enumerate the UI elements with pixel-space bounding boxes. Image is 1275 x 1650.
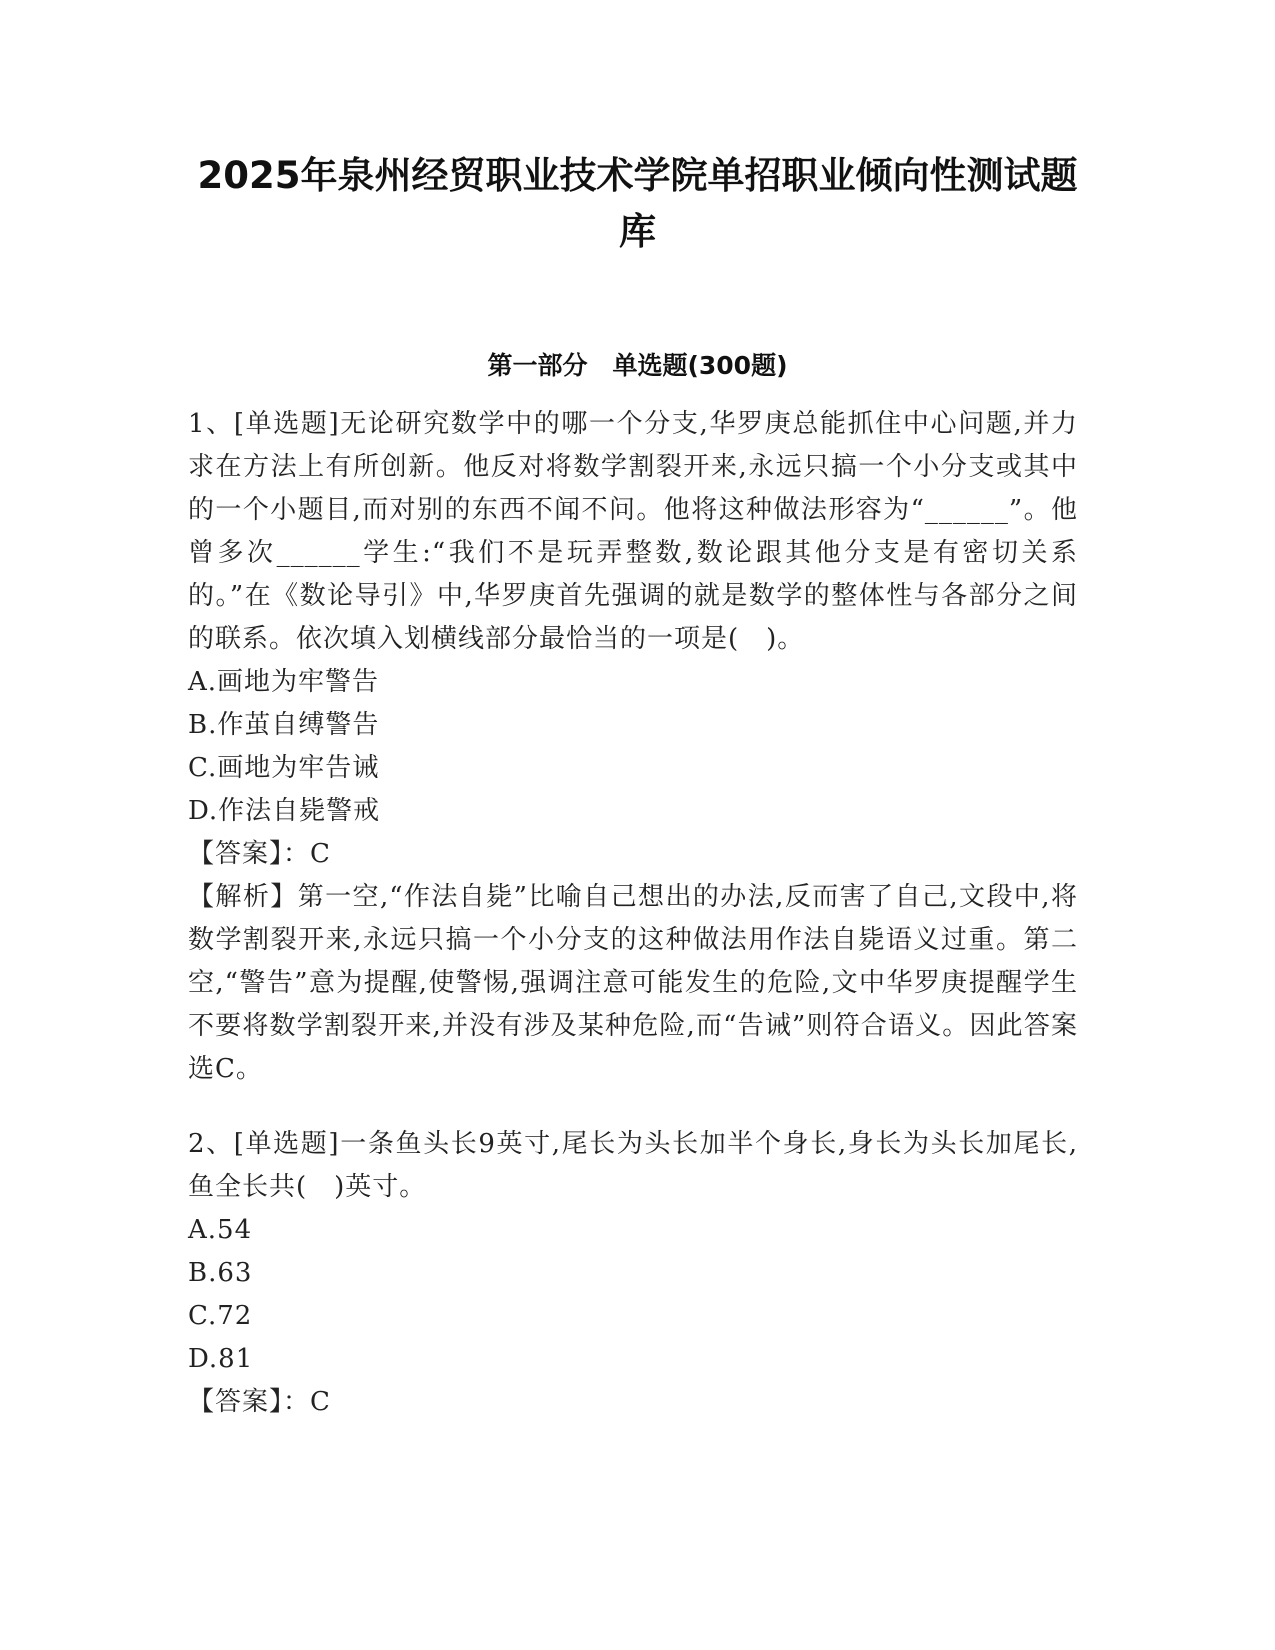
question-1	[188, 403, 1078, 1091]
section-heading: 第一部分 单选题(300题)	[487, 351, 788, 380]
question-answer: 【答案】：C	[188, 1387, 331, 1417]
option-c: C.72	[188, 1301, 253, 1331]
question-options	[188, 661, 1078, 833]
question-2	[188, 1123, 1078, 1424]
document-title-line-2: 库	[619, 210, 656, 253]
document-title-line-1: 2025年泉州经贸职业技术学院单招职业倾向性测试题	[197, 154, 1078, 197]
document-title	[150, 148, 1125, 260]
option-a: A.画地为牢警告	[188, 667, 380, 697]
question-analysis: 【解析】第一空,“作法自毙”比喻自己想出的办法,反而害了自己,文段中,将数学割裂开来,永远只搞一个小分支的这种做法用作法自毙语义过重。第二空,“警告”意为提醒,使警惕,强调注意可能发生的危险,文中华罗庚提醒学生不要将数学割裂开来,并没有涉及某种危险,而“告诫”则符合语义。因此答案选C。	[188, 882, 1078, 1084]
question-options	[188, 1209, 1078, 1381]
option-c: C.画地为牢告诫	[188, 753, 380, 783]
option-b: B.63	[188, 1258, 253, 1288]
option-a: A.54	[188, 1215, 253, 1245]
option-b: B.作茧自缚警告	[188, 710, 380, 740]
question-stem: 1、[单选题]无论研究数学中的哪一个分支,华罗庚总能抓住中心问题,并力求在方法上有所创新。他反对将数学割裂开来,永远只搞一个小分支或其中的一个小题目,而对别的东西不闻不问。他将这种做法形容为“______”。他曾多次______学生:“我们不是玩弄整数,数论跟其他分支是有密切关系的。”在《数论导引》中,华罗庚首先强调的就是数学的整体性与各部分之间的联系。依次填入划横线部分最恰当的一项是( )。	[188, 409, 1078, 654]
question-answer: 【答案】：C	[188, 839, 331, 869]
question-stem: 2、[单选题]一条鱼头长9英寸,尾长为头长加半个身长,身长为头长加尾长,鱼全长共( )英寸。	[188, 1129, 1078, 1202]
option-d: D.81	[188, 1344, 254, 1374]
option-d: D.作法自毙警戒	[188, 796, 381, 826]
